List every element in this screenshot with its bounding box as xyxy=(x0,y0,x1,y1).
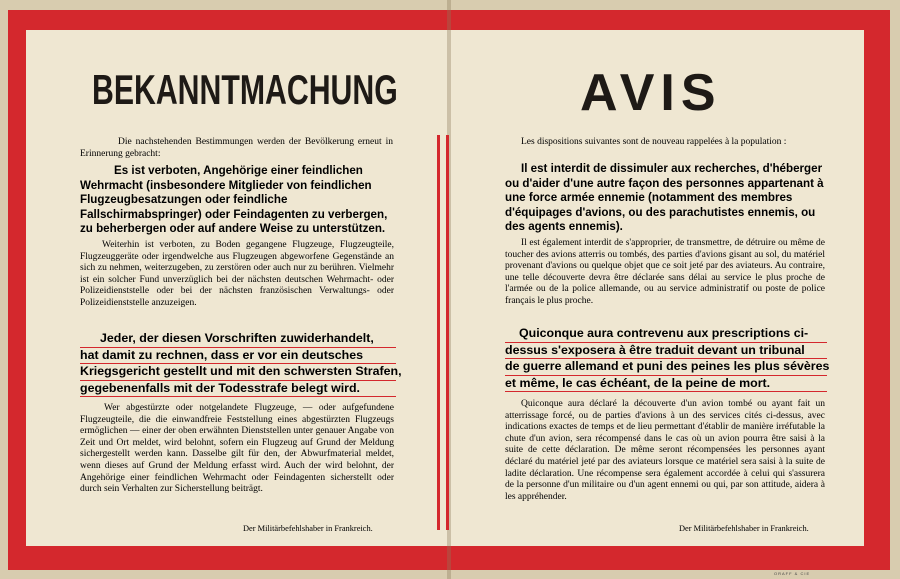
french-rule-aircraft: Il est également interdit de s'approprier, de transmettre, de détruire ou même de toucher des avions atterris ou tombés, des parties d'avions gisant au sol, du matériel provenant d'avions ou quelque objet que ce soit jeté par des aviateurs. Au contraire, une telle découverte devra être déclarée sans délai au service le plus proche de l'armée ou de la police allemande, ou au service administratif ou poste de police français le plus proche. xyxy=(505,238,825,306)
german-signature: Der Militärbefehlshaber in Frankreich. xyxy=(243,524,373,533)
french-reward: Quiconque aura déclaré la découverte d'un avion tombé ou ayant fait un atterrissage forcé, ou de parties d'avions à un des services cités ci-dessus, avec indications exactes de temps et de lieu permettant d'établir de manière irréfutable la chute d'un avion, sera récompensé dans le cas où un avion pourra être saisi à la suite de cette déclaration. De même seront récompensées les personnes ayant déclaré du matériel jeté par des aviateurs lorsque ce matériel sera saisi à la suite de ladite déclaration. Une récompense sera également accordée à celui qui s'assurera de la personne d'un militaire ou d'un agent ennemi ou qui, par son attitude, aidera à les appréhender. xyxy=(505,399,825,502)
french-warning-line: et même, le cas échéant, de la peine de mort. xyxy=(505,376,827,393)
german-rule-aircraft: Weiterhin ist verboten, zu Boden gegangene Flugzeuge, Flugzeugteile, Flugzeuggeräte oder irgendwelche aus Flugzeugen abgeworfene Gegenstände an sich zu nehmen, weiterzugeben, zu zerstören oder auch nur zu berühren. Vielmehr ist ein solcher Fund unverzüglich bei der nächsten deutschen Wehrmacht- oder Polizeidienststelle oder bei der nächsten französischen Verwaltungs- oder Polizeidienststelle anzuzeigen. xyxy=(80,240,394,308)
french-warning-line: de guerre allemand et puni des peines les plus sévères xyxy=(505,359,827,376)
french-signature: Der Militärbefehlshaber in Frankreich. xyxy=(679,524,809,533)
german-reward: Wer abgestürzte oder notgelandete Flugzeuge, — oder aufgefundene Flugzeugteile, die die einwandfreie Feststellung eines abgestürzten Flugzeugs ermöglichen — einer der oben erwähnten Dienststellen unter genauer Angabe von Zeit und Ort meldet, wird belohnt, sofern ein Flugzeug auf Grund der Meldung sichergestellt werden kann. Dasselbe gilt für den, der Abwurfmaterial meldet, wenn dieses auf Grund der Meldung erfasst wird. Auch der wird belohnt, der Angehörige einer feindlichen Wehrmacht oder Feindagenten sicherstellt oder durch sein Verhalten zur Sicherstellung beiträgt. xyxy=(80,403,394,495)
french-warning xyxy=(505,326,830,392)
french-rule-hide: Il est interdit de dissimuler aux recherches, d'héberger ou d'aider d'une autre façon des personnes appartenant à une force armée ennemie (notamment des membres d'équipages d'avions, ou des parachutistes ennemis, ou des agents ennemis). xyxy=(505,162,824,234)
red-divider-right xyxy=(446,135,449,530)
german-title: BEKANNTMACHUNG xyxy=(92,66,398,113)
french-intro: Les dispositions suivantes sont de nouveau rappelées à la population : xyxy=(521,137,787,147)
red-divider-left xyxy=(437,135,440,530)
german-rule-hide: Es ist verboten, Angehörige einer feindlichen Wehrmacht (insbesondere Mitglieder von feindlichen Flugzeugbesatzungen oder feindliche Fallschirmabspringer) oder Feindagenten zu verbergen, zu beherbergen oder auf andere Weise zu unterstützen. xyxy=(80,164,388,236)
french-warning-line: Quiconque aura contrevenu aux prescriptions ci- xyxy=(505,326,827,343)
german-warning-line: hat damit zu rechnen, dass er vor ein deutsches xyxy=(80,348,396,365)
german-warning-line: gegebenenfalls mit der Todesstrafe belegt wird. xyxy=(80,381,396,398)
printer-mark: ORAFF & CIE xyxy=(774,571,811,576)
french-title: AVIS xyxy=(580,64,722,122)
german-warning-line: Kriegsgericht gestellt und mit den schwersten Strafen, xyxy=(80,364,396,381)
german-intro: Die nachstehenden Bestimmungen werden der Bevölkerung erneut in Erinnerung gebracht: xyxy=(80,137,393,159)
german-warning-line: Jeder, der diesen Vorschriften zuwiderhandelt, xyxy=(80,331,396,348)
german-warning xyxy=(80,331,402,397)
french-warning-line: dessus s'exposera à être traduit devant un tribunal xyxy=(505,343,827,360)
